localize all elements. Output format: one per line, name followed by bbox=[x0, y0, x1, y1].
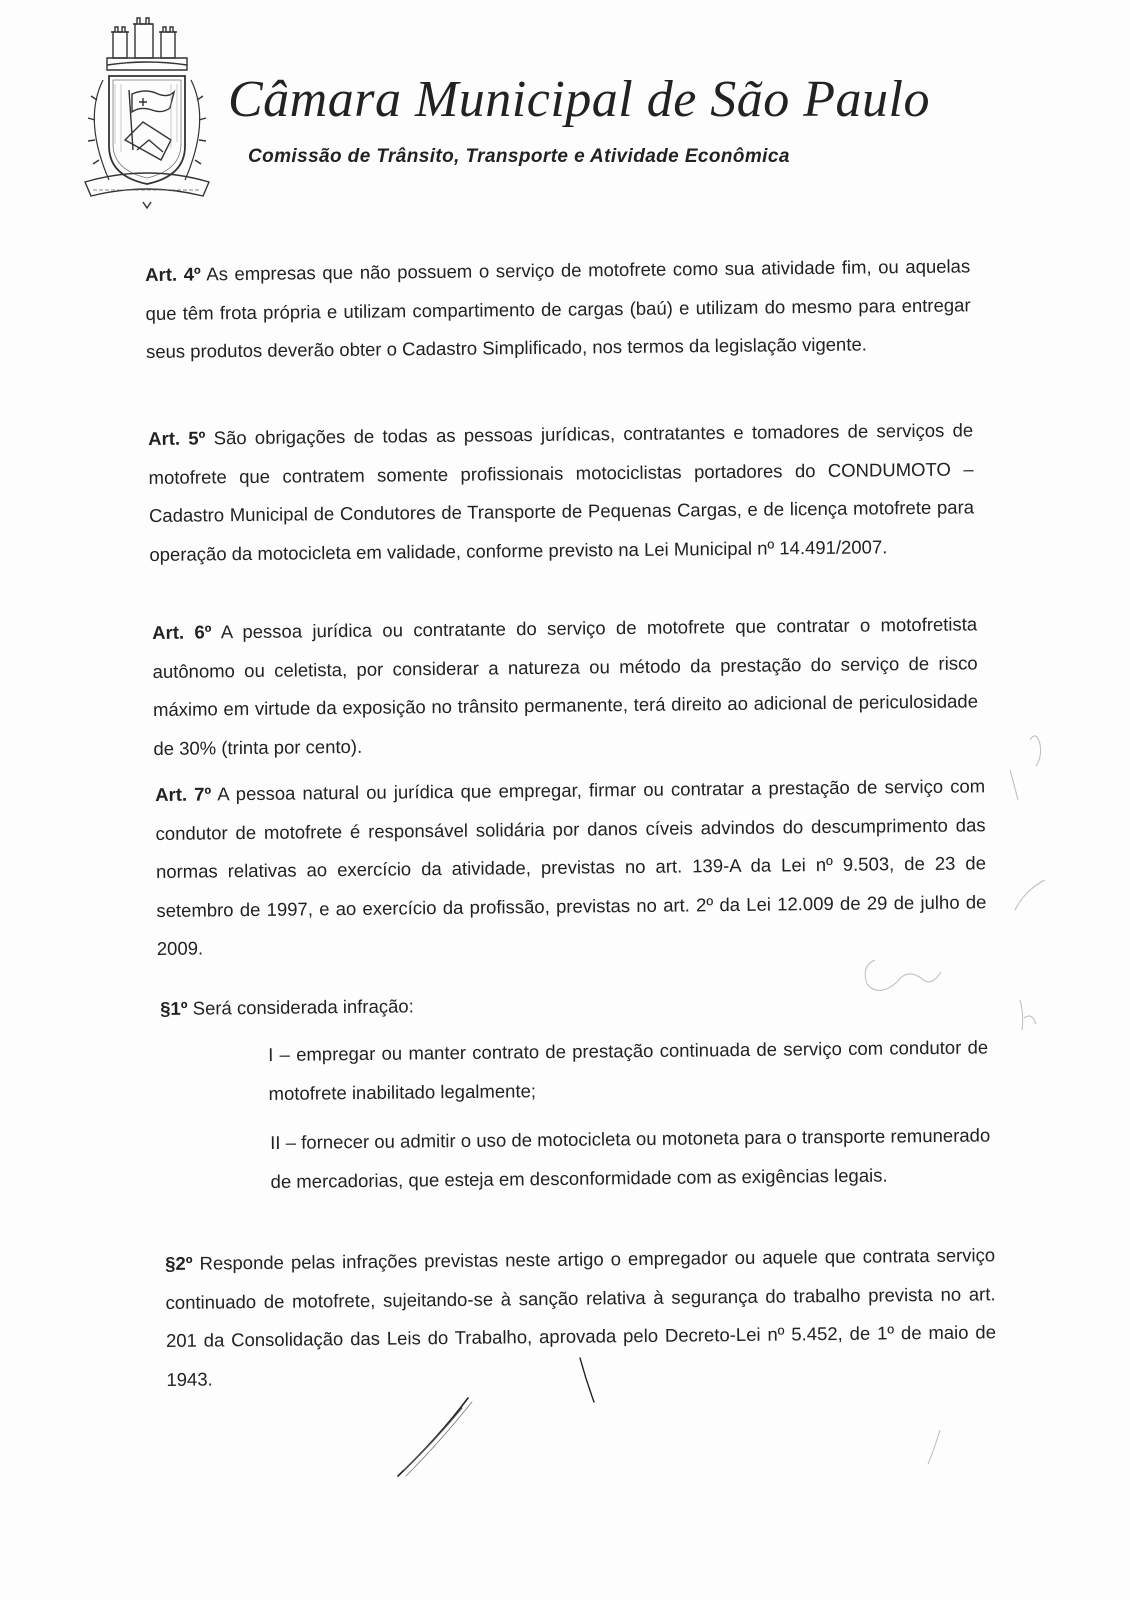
paragraph-text: Responde pelas infrações previstas neste artigo o empregador ou aquele que contrata serviço continuado de motofrete, sujeitando-se à sanção relativa à segurança do trabalho prevista no art. 201 da Consolidação das Leis do Trabalho, aprovada pelo Decreto-Lei nº 5.452, de 1º de maio de 1943. bbox=[165, 1244, 997, 1390]
faint-initial-icon bbox=[1010, 770, 1018, 800]
faint-initial-icon bbox=[1030, 736, 1041, 766]
article-text: As empresas que não possuem o serviço de motofrete como sua atividade fim, ou aquelas que têm frota própria e utilizam compartimento de cargas (baú) e utilizam do mesmo para entregar seus produtos deverão obter o Cadastro Simplificado, nos termos da legislação vigente. bbox=[145, 255, 971, 362]
item-text: fornecer ou admitir o uso de motocicleta ou motoneta para o transporte remunerado de mercadorias, que esteja em desconformidade com as exigências legais. bbox=[270, 1124, 991, 1192]
sao-paulo-coat-of-arms-icon bbox=[75, 10, 220, 210]
item-text: empregar ou manter contrato de prestação continuada de serviço com condutor de motofrete inabilitado legalmente; bbox=[268, 1036, 989, 1104]
paragraph-2 bbox=[165, 1236, 997, 1399]
paragraph-label: §1º bbox=[160, 997, 188, 1019]
item-label: I – bbox=[268, 1043, 290, 1065]
article-label: Art. 5º bbox=[148, 427, 206, 449]
item-i bbox=[268, 1028, 989, 1113]
paragraph-label: §2º bbox=[165, 1252, 193, 1274]
committee-subtitle: Comissão de Trânsito, Transporte e Atividade Econômica bbox=[248, 146, 790, 167]
institution-title: Câmara Municipal de São Paulo bbox=[228, 71, 931, 128]
article-text: A pessoa jurídica ou contratante do serviço de motofrete que contratar o motofretista autônomo ou celetista, por considerar a natureza ou método da prestação do serviço de risco máximo em virtude da exposição no trânsito permanente, terá direito ao adicional de periculosidade de 30% (trinta por cento). bbox=[152, 613, 979, 759]
faint-initial-icon bbox=[1020, 1000, 1036, 1030]
signature-stroke-icon bbox=[406, 1402, 472, 1476]
article-label: Art. 7º bbox=[155, 783, 212, 805]
item-label: II – bbox=[270, 1131, 297, 1153]
faint-initial-icon bbox=[1015, 880, 1045, 910]
article-5 bbox=[148, 411, 975, 574]
article-4 bbox=[145, 247, 971, 371]
article-text: A pessoa natural ou jurídica que empregar, firmar ou contratar a prestação de serviço com condutor de motofrete é responsável solidária por danos cíveis advindos do descumprimento das normas relativas ao exercício da atividade, previstas no art. 139-A da Lei nº 9.503, de 23 de setembro de 1997, e ao exercício da profissão, previstas no art. 2º da Lei 12.009 de 29 de julho de 2009. bbox=[155, 775, 987, 959]
article-label: Art. 6º bbox=[152, 621, 212, 643]
paragraph-text: Será considerada infração: bbox=[192, 995, 414, 1019]
article-text: São obrigações de todas as pessoas jurídicas, contratantes e tomadores de serviços de motofrete que contratem somente profissionais motociclistas portadores do CONDUMOTO – Cadastro Municipal de Condutores de Transporte de Pequenas Cargas, e de licença motofrete para operação da motocicleta em validade, conforme previsto na Lei Municipal nº 14.491/2007. bbox=[148, 419, 975, 565]
article-7 bbox=[155, 767, 987, 968]
paragraph-1 bbox=[160, 985, 660, 1029]
signature-stroke-icon bbox=[398, 1398, 468, 1476]
faint-initial-icon bbox=[865, 960, 941, 991]
faint-initial-icon bbox=[928, 1430, 940, 1464]
item-ii bbox=[270, 1116, 991, 1201]
article-6 bbox=[152, 605, 979, 768]
article-label: Art. 4º bbox=[145, 263, 201, 285]
signature-stroke-icon bbox=[404, 1408, 462, 1470]
